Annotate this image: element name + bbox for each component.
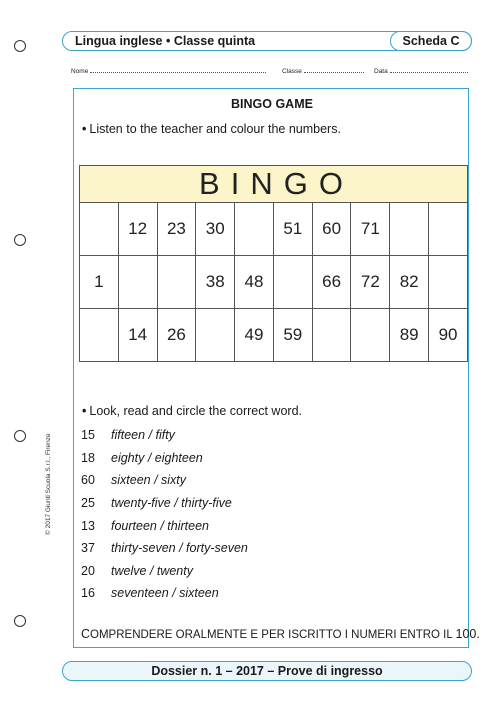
bingo-cell[interactable]: [196, 309, 235, 362]
bingo-cell[interactable]: [118, 256, 157, 309]
exercise-frame: [73, 88, 480, 648]
bingo-cell[interactable]: 38: [196, 256, 235, 309]
bingo-cell[interactable]: 51: [273, 203, 312, 256]
bingo-cell[interactable]: 49: [235, 309, 274, 362]
item-number: 18: [81, 451, 95, 465]
bingo-cell[interactable]: [80, 309, 119, 362]
sheet-tab: Scheda C: [390, 31, 472, 51]
word-choice[interactable]: twelve / twenty: [111, 564, 193, 578]
bingo-cell[interactable]: [429, 256, 468, 309]
item-number: 13: [81, 519, 95, 533]
bingo-cell[interactable]: 66: [312, 256, 351, 309]
binder-hole-1: [14, 40, 26, 52]
bingo-cell[interactable]: [273, 256, 312, 309]
bullet-icon: •: [82, 404, 87, 418]
bingo-cell[interactable]: [351, 309, 390, 362]
bingo-cell[interactable]: 30: [196, 203, 235, 256]
bingo-row: [80, 256, 468, 309]
word-choice[interactable]: sixteen / sixty: [111, 473, 187, 487]
bingo-cell[interactable]: 26: [157, 309, 196, 362]
bingo-cell[interactable]: 12: [118, 203, 157, 256]
bingo-row: [80, 309, 468, 362]
footer-bar: Dossier n. 1 – 2017 – Prove di ingresso: [62, 661, 472, 681]
bingo-cell[interactable]: [390, 203, 429, 256]
learning-goal: COMPRENDERE ORALMENTE E PER ISCRITTO I NUMERI ENTRO IL 100.: [81, 627, 480, 641]
bingo-cell[interactable]: [429, 203, 468, 256]
word-choice[interactable]: fourteen / thirteen: [111, 519, 209, 533]
word-choice[interactable]: twenty-five / thirty-five: [111, 496, 232, 510]
instruction-listen: • Listen to the teacher and colour the numbers.: [82, 122, 341, 136]
item-number: 25: [81, 496, 95, 510]
bingo-cell[interactable]: 90: [429, 309, 468, 362]
bingo-cell[interactable]: 1: [80, 256, 119, 309]
date-field[interactable]: Data: [374, 66, 468, 75]
binder-hole-3: [14, 430, 26, 442]
word-choice[interactable]: eighty / eighteen: [111, 451, 203, 465]
word-choice[interactable]: thirty-seven / forty-seven: [111, 541, 248, 555]
item-number: 60: [81, 473, 95, 487]
bingo-cell[interactable]: 23: [157, 203, 196, 256]
item-number: 15: [81, 428, 95, 442]
item-number: 37: [81, 541, 95, 555]
bingo-cell[interactable]: [157, 256, 196, 309]
bingo-cell[interactable]: [235, 203, 274, 256]
binder-hole-2: [14, 234, 26, 246]
bingo-cell[interactable]: 14: [118, 309, 157, 362]
word-choice[interactable]: fifteen / fifty: [111, 428, 175, 442]
subject-label: Lingua inglese • Classe quinta: [75, 34, 256, 48]
bingo-cell[interactable]: 89: [390, 309, 429, 362]
class-field[interactable]: Classe: [282, 66, 364, 75]
bingo-row: [80, 203, 468, 256]
header-bar: [62, 31, 472, 51]
copyright-note: © 2017 Giunti Scuola S.r.l., Firenze: [45, 433, 52, 535]
binder-hole-4: [14, 615, 26, 627]
name-field[interactable]: Nome: [71, 66, 266, 75]
item-number: 20: [81, 564, 95, 578]
bingo-cell[interactable]: 71: [351, 203, 390, 256]
bingo-cell[interactable]: 72: [351, 256, 390, 309]
bingo-heading: BINGO: [80, 166, 468, 203]
bullet-icon: •: [82, 122, 87, 136]
page-title: BINGO GAME: [231, 97, 313, 111]
bingo-cell[interactable]: [80, 203, 119, 256]
bingo-card: [79, 165, 468, 362]
bingo-cell[interactable]: 82: [390, 256, 429, 309]
bingo-cell[interactable]: 60: [312, 203, 351, 256]
instruction-circle: • Look, read and circle the correct word.: [82, 404, 302, 418]
item-number: 16: [81, 586, 95, 600]
bingo-cell[interactable]: [312, 309, 351, 362]
bingo-cell[interactable]: 59: [273, 309, 312, 362]
word-choice[interactable]: seventeen / sixteen: [111, 586, 219, 600]
bingo-cell[interactable]: 48: [235, 256, 274, 309]
